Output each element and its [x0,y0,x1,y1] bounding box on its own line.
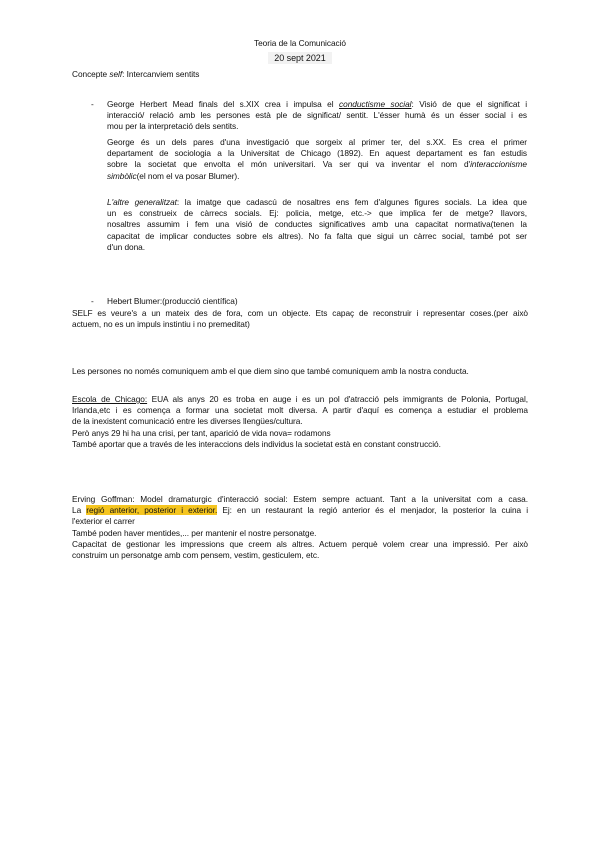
blumer-line-3: actuem, no es un impuls instintiu i no premeditat) [72,319,250,330]
mead-p3-line-5: d'un dona. [107,241,145,252]
bullet-dash: - [91,99,94,109]
chicago-line-4: Però anys 29 hi ha una crisi, per tant, aparició de vida nova= rodamons [72,427,331,438]
chicago-title: Escola de Chicago: [72,394,148,404]
goffman-para [72,494,528,561]
page-title: Teoria de la Comunicació [254,38,346,48]
goffman-line-5: Capacitat de gestionar les impressions que creem als altres. Actuem perquè volem crear una impressió. Per això [72,538,528,549]
bullet-dash: - [91,296,94,306]
mead-p3-line-2: un es construeix de càrrecs socials. Ej: policia, metge, etc.-> que implica fer de metge? Ilavors, [107,208,527,219]
mead-p2-line-4: (el nom el va posar Blumer). [136,170,240,181]
interaccionisme-text: interaccionisme [470,159,527,170]
chicago-line-3: de la inexistent comunicació entre les diverses llengües/cultura. [72,416,303,427]
mead-p1-text-a: George Herbert Mead finals del s.XIX crea i impulsa el [107,99,340,109]
goffman-line-6: construim un personatge amb com pensem, vestim, gesticulem, etc. [72,550,320,561]
concept-suffix: : Intercanviem sentits [122,69,200,79]
mead-p1-text-b: : Visió de que el significat i [411,99,527,109]
mead-para-2 [107,137,527,182]
mead-p1-line-2: interacció/ relació amb les persones està ple de significat/ sentit. L'ésser humà és un ésser social i es [107,110,527,121]
mead-p3-line-1: : la imatge que cadascú de nosaltres ens fem d'algunes figures socials. La idea que [176,197,527,207]
date-text: 20 sept 2021 [268,52,331,64]
date-badge [250,53,350,64]
mead-para-3 [107,197,527,253]
goffman-line-2b: Ej: en un restaurant la regió anterior és el menjador, la posterior la cuina i [217,505,528,516]
chicago-line-2: Irlanda,etc i es comença a formar una societat molt diversa. A partir d'aquí es comença a estudiar el problema [72,405,528,416]
mead-p3-line-3: nosaltres assumim i fem una visió de conductes significatives amb una capacitat normativa(tenen la [107,219,527,230]
chicago-para [72,394,528,450]
altre-generalitzat-text: L'altre generalitzat [107,197,177,207]
blumer-para [72,308,528,330]
mead-para-1 [107,99,527,133]
people-line: Les persones no només comuniquem amb el que diem sino que també comuniquem amb la nostra conducta. [72,366,469,376]
conductisme-social-link[interactable]: conductisme social [339,99,412,109]
mead-p1-line-3: mou per la interpretació dels sentits. [107,121,239,132]
mead-p3-line-4: capacitat de implicar conductes sobre els altres). No fa falta que sigui un càrrec social, també pot ser [107,230,527,241]
chicago-line-1: EUA als anys 20 es troba en auge i es un pol d'atracció pels immigrants de Polonia, Portugal, [147,394,529,404]
mead-p2-line-2: departament de sociologia a la Universitat de Chicago (1892). En aquest departament es fan estudis [107,148,527,159]
blumer-heading: Hebert Blumer:(producció científica) [107,296,238,306]
goffman-line-2a: La [72,505,87,516]
concept-prefix: Concepte [72,69,110,79]
mead-p2-line-3: sobre la societat que envolta el món universitari. Va ser qui va inventar el nom d' [107,159,471,170]
mead-p2-line-1: George és un dels pares d'una investigació que sorgeix al primer ter, del s.XX. Es crea el primer [107,137,527,147]
concept-self: self [109,69,123,79]
simbolic-text: simbòlic [107,170,137,181]
goffman-line-4: També poden haver mentides,... per mantenir el nostre personatge. [72,527,317,538]
highlighted-text: regió anterior, posterior i exterior. [86,505,218,516]
chicago-line-5: També aportar que a través de les interaccions dels individus la societat està en constant construcció. [72,438,441,449]
concept-line [72,69,199,80]
goffman-line-3: l'exterior el carrer [72,516,135,527]
blumer-line-2: SELF es veure's a un mateix des de fora, com un objecte. Ets capaç de reconstruir i representar coses.(per això [72,308,528,318]
goffman-line-1: Erving Goffman: Model dramaturgic d'interacció social: Estem sempre actuant. Tant a la universitat com a casa. [72,494,528,504]
